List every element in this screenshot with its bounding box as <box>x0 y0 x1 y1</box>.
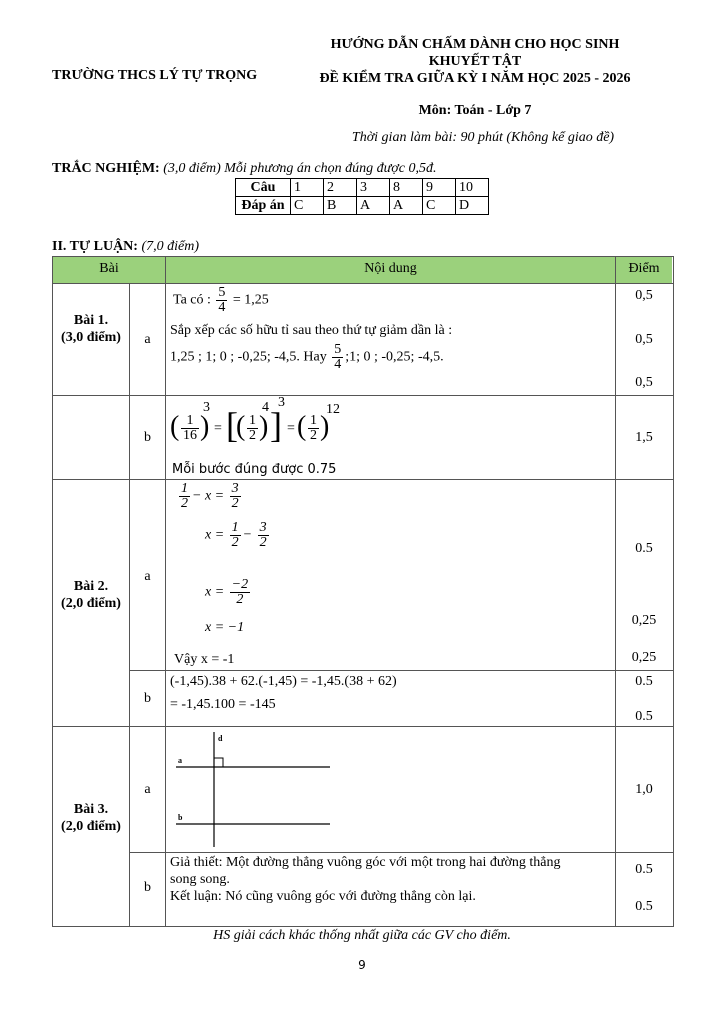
title-line-2: KHUYẾT TẬT <box>428 54 522 69</box>
bai1a-line3 <box>170 343 444 372</box>
exam-time: Thời gian làm bài: 90 phút (Không kể giao đề) <box>351 130 615 145</box>
bai2a-step3 <box>205 578 252 607</box>
label-b: b <box>178 813 183 822</box>
fraction: $\frac{3}{2}$ <box>259 520 267 550</box>
answer-key-table <box>235 178 489 215</box>
title-line-3: ĐỀ KIỂM TRA GIỮA KỲ I NĂM HỌC 2025 - 2026 <box>319 71 631 86</box>
fraction: $\frac{1}{16}$ <box>183 413 197 443</box>
parallel-lines-figure <box>166 727 615 852</box>
part1-title: TRẮC NGHIỆM: <box>52 161 160 176</box>
question-cell: 3 <box>357 179 390 197</box>
col-header-bai: Bài <box>99 261 119 276</box>
paren-open: ( <box>297 411 307 442</box>
bai3b-line3: Kết luận: Nó cũng vuông góc với đường thẳng còn lại. <box>170 889 476 904</box>
answer-cell: C <box>291 197 324 215</box>
bai2b-line2: = -1,45.100 = -145 <box>170 697 276 712</box>
bai2b-label: b <box>144 691 151 706</box>
bai2-label <box>53 578 129 612</box>
row-divider <box>52 479 673 480</box>
row-divider <box>52 283 673 284</box>
bai3b-line1: Giả thiết: Một đường thẳng vuông góc với một trong hai đường thẳng <box>170 855 561 870</box>
bai1b-note: Mỗi bước đúng được 0.75 <box>172 462 337 477</box>
step-text: x = <box>205 584 225 600</box>
fraction: $\frac{1}{2}$ <box>181 481 188 511</box>
fraction: $\frac{-2}{2}$ <box>231 577 249 607</box>
part1-heading <box>52 161 436 177</box>
col-header-noidung: Nội dung <box>364 261 417 276</box>
question-cell: 10 <box>456 179 489 197</box>
bai1a-line3-prefix: 1,25 ; 1; 0 ; -0,25; -4,5. Hay <box>170 349 327 365</box>
question-cell: 2 <box>324 179 357 197</box>
bai1a-line1 <box>173 286 269 315</box>
score: 0.5 <box>635 862 653 877</box>
bai3a-label: a <box>144 782 151 797</box>
step-text: − <box>242 527 253 543</box>
bai2-points: (2,0 điểm) <box>61 596 121 611</box>
page-number: 9 <box>358 958 366 972</box>
part1-desc: (3,0 điểm) Mỗi phương án chọn đúng được 0,5đ. <box>163 161 437 176</box>
label-d: d <box>218 734 223 743</box>
part2-title: II. TỰ LUẬN: <box>52 239 138 254</box>
fraction: $\frac{1}{2}$ <box>249 413 256 443</box>
footer-note: HS giải cách khác thống nhất giữa các GV cho điểm. <box>213 928 511 943</box>
row-divider <box>129 670 673 671</box>
bai1-name: Bài 1. <box>73 313 109 328</box>
doc-title <box>300 36 650 87</box>
step-text: x = <box>205 527 225 543</box>
question-row <box>236 179 489 197</box>
equals: = <box>287 421 295 436</box>
bai2a-conclusion: Vậy x = -1 <box>174 652 235 667</box>
fraction: $\frac{1}{2}$ <box>310 413 317 443</box>
right-angle-mark <box>214 758 223 767</box>
col-header-diem: Điểm <box>628 261 660 276</box>
paren-close: ) <box>200 411 210 442</box>
bai1-label <box>53 312 129 346</box>
bai3-points: (2,0 điểm) <box>61 819 121 834</box>
score: 0.5 <box>635 541 653 556</box>
bai2b-line1: (-1,45).38 + 62.(-1,45) = -1,45.(38 + 62) <box>170 674 397 689</box>
subject: Môn: Toán - Lớp 7 <box>418 103 532 118</box>
score: 1,0 <box>635 782 653 797</box>
paren-open: ( <box>170 411 180 442</box>
bracket-open: [ <box>226 405 238 445</box>
bai1a-line2: Sắp xếp các số hữu tỉ sau theo thứ tự giảm dần là : <box>170 323 453 338</box>
exponent: 3 <box>278 395 285 410</box>
bracket-close: ] <box>270 405 282 445</box>
bai3-label <box>53 801 129 835</box>
row-divider <box>52 395 673 396</box>
bai3b-line2: song song. <box>170 872 230 887</box>
answer-cell: A <box>390 197 423 215</box>
bai1a-prefix: Ta có : <box>173 292 211 308</box>
exponent: 12 <box>326 402 340 417</box>
question-cell: 9 <box>423 179 456 197</box>
bai1a-suffix: = 1,25 <box>232 292 269 308</box>
score: 0.5 <box>635 899 653 914</box>
fraction: $\frac{5}{4}$ <box>334 342 342 372</box>
bai2a-step4: x = −1 <box>205 620 245 635</box>
bai1-points: (3,0 điểm) <box>61 330 121 345</box>
question-row-label: Câu <box>236 179 291 197</box>
bai2a-label: a <box>144 569 151 584</box>
equals: = <box>214 421 222 436</box>
exponent: 4 <box>262 400 269 415</box>
score: 0,5 <box>635 375 653 390</box>
bai3b-text <box>170 854 615 905</box>
school-name: TRƯỜNG THCS LÝ TỰ TRỌNG <box>52 68 258 83</box>
score: 0,5 <box>635 288 653 303</box>
title-line-1: HƯỚNG DẪN CHẤM DÀNH CHO HỌC SINH <box>330 37 620 52</box>
bai2a-step2 <box>205 521 271 550</box>
score: 0.5 <box>635 709 653 724</box>
fraction: $\frac{1}{2}$ <box>231 520 239 550</box>
row-divider <box>129 852 673 853</box>
bai1a-label: a <box>144 332 151 347</box>
score: 0,5 <box>635 332 653 347</box>
col-divider <box>615 256 616 926</box>
part2-desc: (7,0 điểm) <box>141 239 200 254</box>
step-text: − x = <box>192 488 225 504</box>
paren-close: ) <box>320 411 330 442</box>
answer-cell: D <box>456 197 489 215</box>
answer-cell: C <box>423 197 456 215</box>
paren-close: ) <box>259 411 269 442</box>
bai2-name: Bài 2. <box>73 579 109 594</box>
bai1b-formula <box>170 395 610 458</box>
bai1a-line3-suffix: ;1; 0 ; -0,25; -4,5. <box>345 349 444 365</box>
question-cell: 1 <box>291 179 324 197</box>
bai1b-label: b <box>144 430 151 445</box>
bai3b-label: b <box>144 880 151 895</box>
answer-row-label: Đáp án <box>236 197 291 215</box>
part2-heading <box>52 239 199 255</box>
fraction: $\frac{3}{2}$ <box>231 481 239 511</box>
question-cell: 8 <box>390 179 423 197</box>
exponent: 3 <box>203 400 210 415</box>
answer-cell: B <box>324 197 357 215</box>
score: 1,5 <box>635 430 653 445</box>
score: 0.5 <box>635 674 653 689</box>
col-divider <box>129 283 130 926</box>
paren-open: ( <box>236 411 246 442</box>
label-a: a <box>178 756 182 765</box>
bai3-name: Bài 3. <box>73 802 109 817</box>
bai2a-step1 <box>177 482 243 511</box>
score: 0,25 <box>631 613 657 628</box>
answer-cell: A <box>357 197 390 215</box>
answer-row <box>236 197 489 215</box>
score: 0,25 <box>631 650 657 665</box>
fraction: $\frac{5}{4}$ <box>218 285 226 315</box>
